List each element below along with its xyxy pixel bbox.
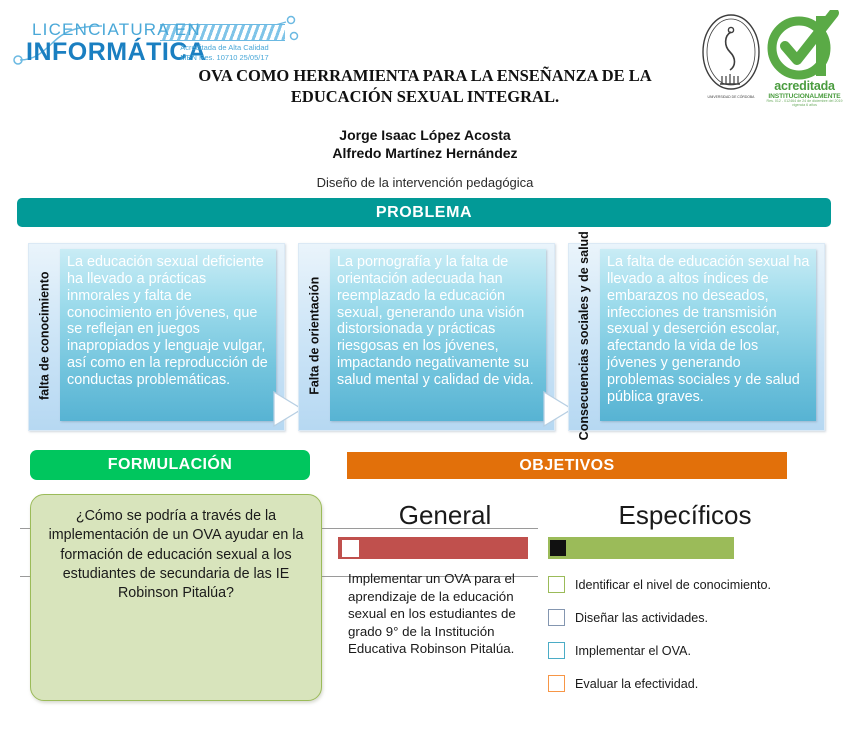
- list-item[interactable]: [548, 634, 828, 667]
- checkbox-icon[interactable]: [548, 609, 565, 626]
- svg-text:UNIVERSIDAD DE CÓRDOBA: UNIVERSIDAD DE CÓRDOBA: [707, 95, 755, 99]
- checkbox-icon[interactable]: [548, 675, 565, 692]
- formulacion-banner-label: FORMULACIÓN: [107, 456, 233, 473]
- checkbox-icon[interactable]: [548, 642, 565, 659]
- program-logo: [10, 8, 340, 68]
- accreditation-line-1: Acreditada de Alta Calidad: [180, 43, 269, 52]
- objetivo-general-heading: General: [398, 500, 492, 530]
- list-item-label: Evaluar la efectividad.: [575, 676, 699, 691]
- formulacion-banner: [30, 450, 310, 480]
- objetivo-general-bullet-square: [342, 540, 359, 557]
- resolution-fineprint: Res. 012 - 012464 de 24 de diciembre del 2019 vigencia 6 años: [766, 99, 843, 108]
- list-item-label: Implementar el OVA.: [575, 643, 691, 658]
- problem-box-text: La falta de educación sexual ha llevado a altos índices de embarazos no deseados, infecciones de transmisión sexual y deserción escolar, afectando la vida de los jóvenes y generando problemas sociales y de salud pública graves.: [607, 254, 810, 405]
- objetivos-banner: [347, 452, 787, 479]
- problem-box-inner: [60, 249, 276, 421]
- problem-box-text: La pornografía y la falta de orientación adecuada han reemplazado la educación sexual, generando una visión distorsionada y prácticas riesgosas en los jóvenes, impactando negativamente su salud mental y calidad de vida.: [337, 254, 534, 388]
- objetivos-especificos-bullet-square: [550, 540, 566, 556]
- authors: [150, 126, 700, 162]
- acreditada-word: acreditada: [774, 79, 835, 93]
- list-item[interactable]: [548, 601, 828, 634]
- checkbox-icon[interactable]: [548, 576, 565, 593]
- problem-box-side-label: falta de conocimiento: [37, 271, 52, 401]
- accreditation-line-2: MEN Res. 10710 25/05/17: [180, 53, 269, 63]
- university-seal-icon: [700, 12, 762, 100]
- problem-box-text: La educación sexual deficiente ha llevado a prácticas inmorales y falta de conocimiento en jóvenes, que se reflejan en juegos inapropiados y lenguaje vulgar, así como en la reproducción de conductas problemáticas.: [67, 254, 268, 388]
- logo-accreditation-text: [162, 43, 287, 63]
- problem-box-side-label: Consecuencias sociales y de salud: [577, 231, 592, 441]
- formulacion-question-text: ¿Cómo se podría a través de la implementación de un OVA ayudar en la formación de educación sexual a los estudiantes de secundaria de las IE Robinson Pitalúa?: [48, 508, 304, 602]
- author-2: Alfredo Martínez Hernández: [332, 145, 518, 162]
- page-title: OVA COMO HERRAMIENTA PARA LA ENSEÑANZA DE LA EDUCACIÓN SEXUAL INTEGRAL.: [198, 66, 652, 106]
- accreditation-logos: [700, 6, 845, 111]
- problem-box-side-label: Falta de orientación: [307, 276, 322, 396]
- objetivos-especificos-list: [548, 568, 828, 700]
- objetivos-especificos-heading: Específicos: [618, 500, 752, 530]
- list-item[interactable]: [548, 568, 828, 601]
- subtitle: Diseño de la intervención pedagógica: [316, 175, 534, 190]
- accreditation-label: [762, 80, 847, 108]
- logo-line-informatica: INFORMÁTICA: [26, 38, 207, 66]
- problem-box-3: [568, 231, 823, 441]
- author-1: Jorge Isaac López Acosta: [339, 127, 511, 143]
- problema-banner-label: PROBLEMA: [375, 203, 473, 221]
- objetivo-general-text: Implementar un OVA para el aprendizaje de la educación sexual en los estudiantes de grado 9° de la Institución Educativa Robinson Pitalúa.: [348, 571, 516, 657]
- list-item-label: Diseñar las actividades.: [575, 610, 708, 625]
- objetivos-banner-label: OBJETIVOS: [519, 456, 615, 474]
- problem-box-inner: [600, 249, 816, 421]
- problema-banner: [17, 198, 831, 227]
- objetivo-general-bar: [338, 537, 528, 559]
- green-check-mark-icon: [766, 10, 844, 82]
- institucionalmente-word: INSTITUCIONALMENTE: [768, 92, 841, 100]
- list-item-label: Identificar el nivel de conocimiento.: [575, 577, 772, 592]
- logo-line-licenciatura: LICENCIATURA EN: [32, 20, 201, 39]
- problem-box-2: [298, 243, 553, 429]
- formulacion-question-box: [30, 494, 322, 701]
- problem-box-inner: [330, 249, 546, 421]
- list-item[interactable]: [548, 667, 828, 700]
- problem-box-1: [28, 243, 283, 429]
- objetivos-especificos-bar: [548, 537, 734, 559]
